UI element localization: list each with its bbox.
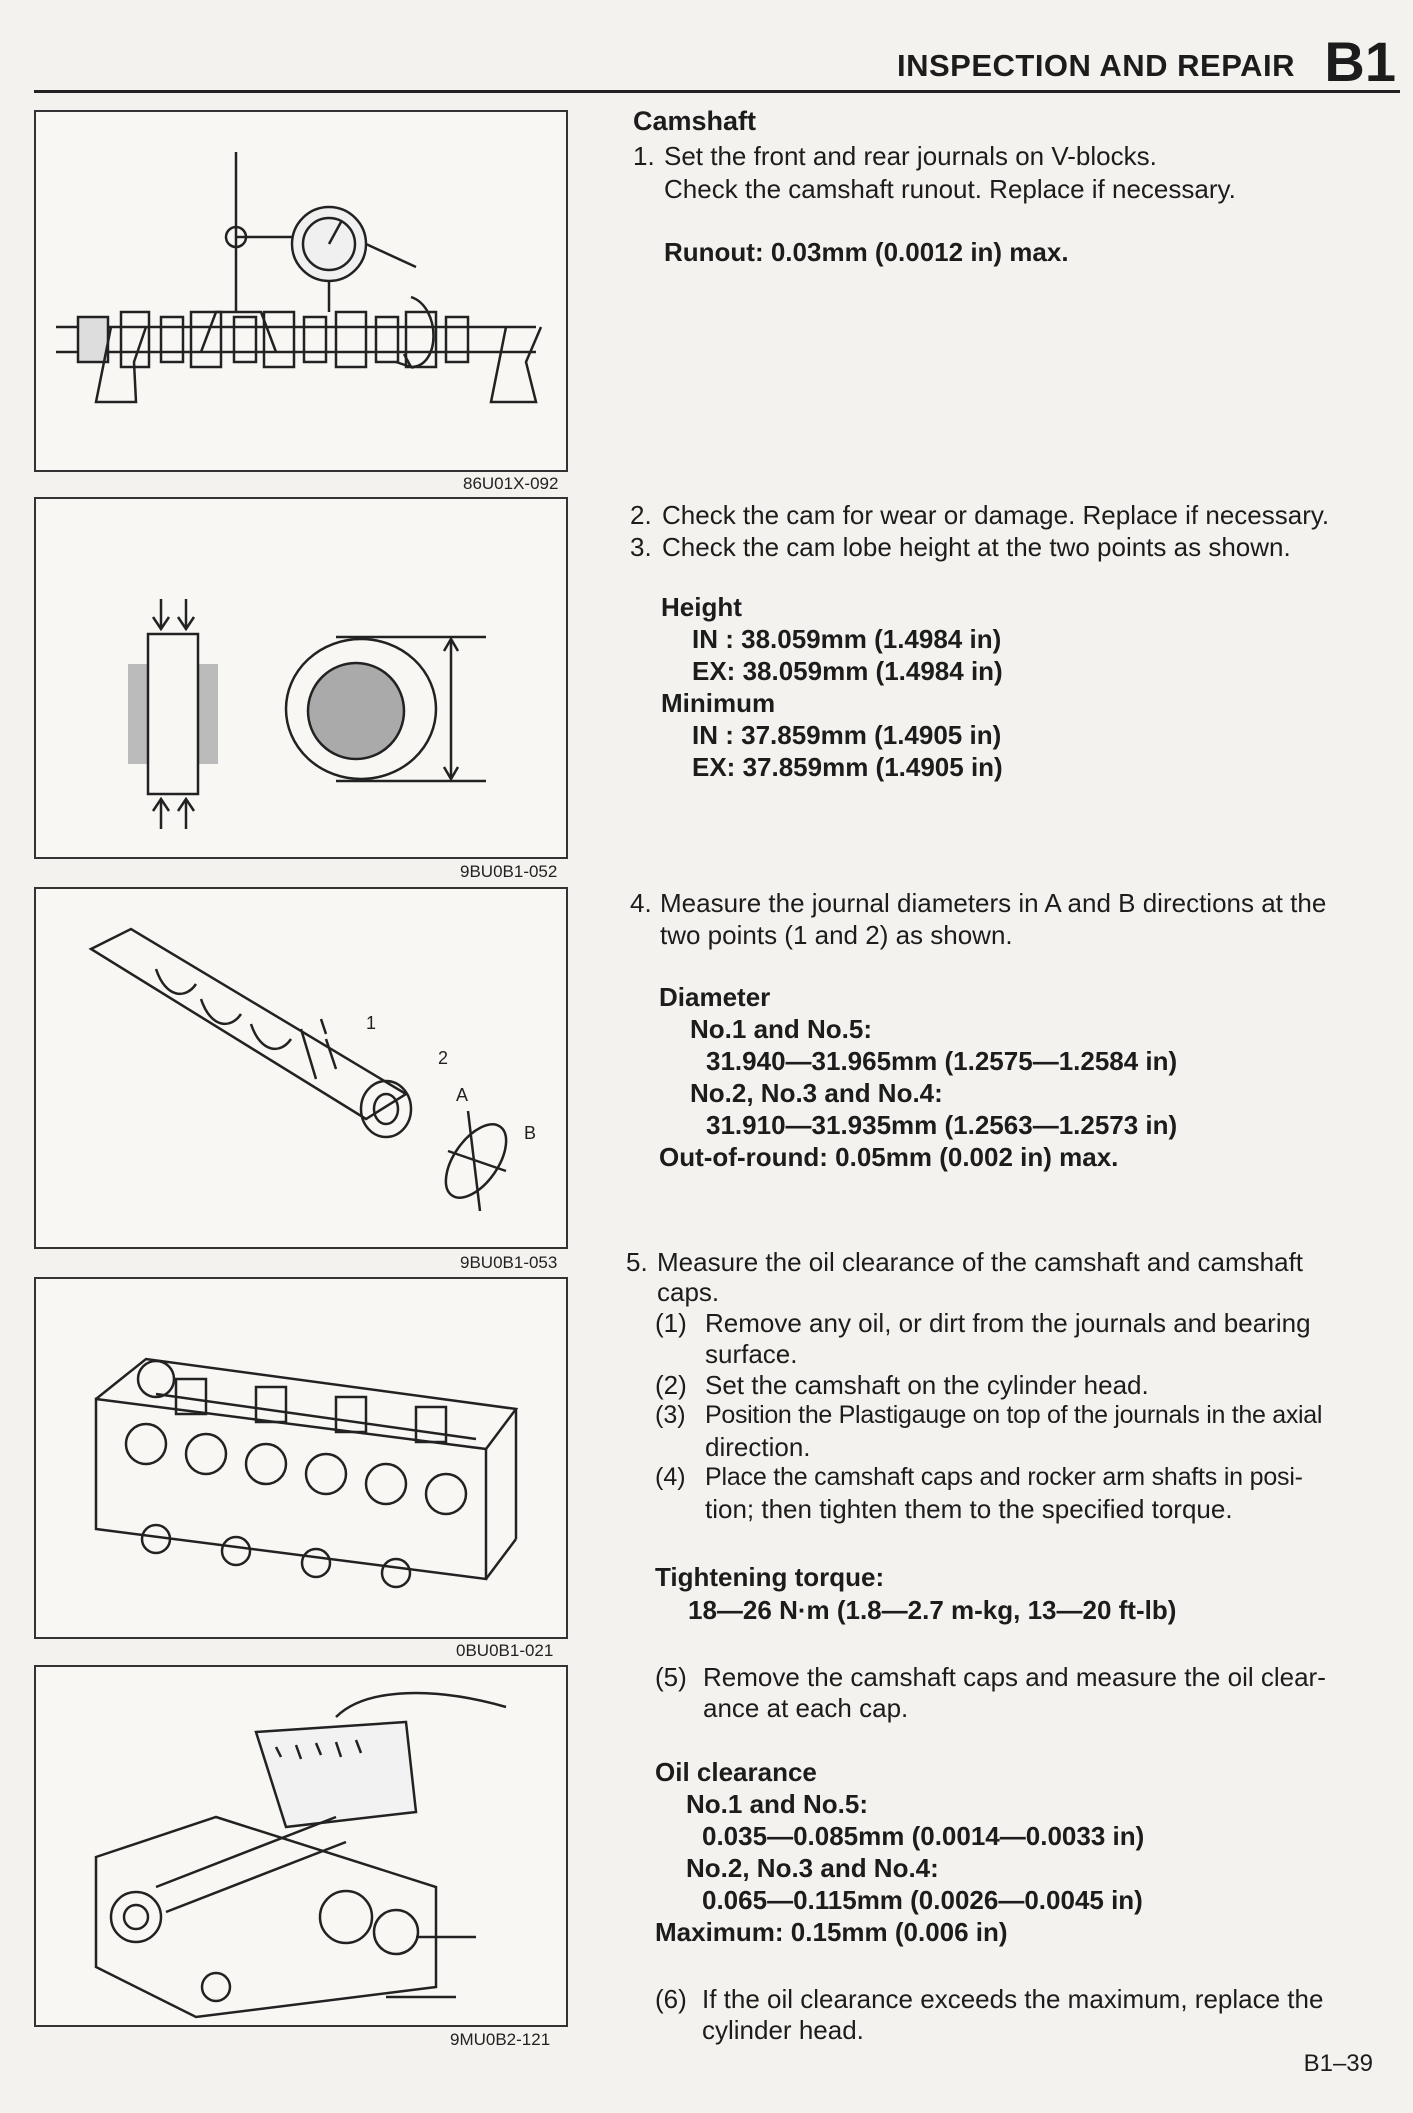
step-number: 3. xyxy=(630,532,652,562)
spec-value: EX: 38.059mm (1.4984 in) xyxy=(692,656,1003,686)
spec-value: 31.910—31.935mm (1.2563—1.2573 in) xyxy=(706,1110,1178,1140)
spec-value: 18—26 N·m (1.8—2.7 m-kg, 13—20 ft-lb) xyxy=(688,1595,1177,1625)
figure-code: 9MU0B2-121 xyxy=(450,2030,551,2049)
page-number: B1–39 xyxy=(1303,2050,1373,2077)
substep-number: (5) xyxy=(655,1662,687,1692)
spec-heading: Minimum xyxy=(661,688,776,718)
figure-camshaft-runout xyxy=(34,110,568,472)
step-text: Set the front and rear journals on V-blocks. xyxy=(664,141,1157,171)
step-text: Check the camshaft runout. Replace if necessary. xyxy=(664,174,1236,204)
spec-heading: Oil clearance xyxy=(655,1757,817,1787)
step-number: 1. xyxy=(633,141,655,171)
substep-text: Position the Plastigauge on top of the journals in the axial xyxy=(705,1401,1323,1429)
substep-text: direction. xyxy=(705,1432,811,1462)
figure-cylinder-head xyxy=(34,1277,568,1639)
step-text: Check the cam for wear or damage. Replace if necessary. xyxy=(662,500,1330,530)
spec-value: IN : 37.859mm (1.4905 in) xyxy=(692,720,1002,750)
step-number: 4. xyxy=(630,888,652,918)
spec-heading: Diameter xyxy=(659,982,771,1012)
header-title: INSPECTION AND REPAIR xyxy=(896,48,1295,83)
spec-heading: Tightening torque: xyxy=(655,1562,885,1592)
label-point-1: 1 xyxy=(366,1013,377,1033)
step-number: 2. xyxy=(630,500,652,530)
spec-label: No.1 and No.5: xyxy=(690,1014,873,1044)
figure-plastigauge-measurement xyxy=(34,1665,568,2027)
substep-text: Remove any oil, or dirt from the journals and bearing xyxy=(705,1308,1311,1338)
substep-text: If the oil clearance exceeds the maximum, replace the xyxy=(702,1984,1324,2014)
section-code: B1 xyxy=(1324,30,1396,93)
figure-journal-diameter xyxy=(34,887,568,1249)
label-direction-b: B xyxy=(524,1123,537,1143)
figure-code: 0BU0B1-021 xyxy=(456,1641,554,1660)
substep-text: Place the camshaft caps and rocker arm shafts in posi- xyxy=(705,1463,1303,1491)
spec-value: 0.065—0.115mm (0.0026—0.0045 in) xyxy=(702,1885,1143,1915)
spec-runout: Runout: 0.03mm (0.0012 in) max. xyxy=(664,237,1069,267)
substep-text: tion; then tighten them to the specified torque. xyxy=(705,1494,1233,1524)
spec-value: EX: 37.859mm (1.4905 in) xyxy=(692,752,1003,782)
substep-text: Set the camshaft on the cylinder head. xyxy=(705,1370,1149,1400)
substep-text: Remove the camshaft caps and measure the oil clear- xyxy=(703,1662,1326,1692)
step-text: two points (1 and 2) as shown. xyxy=(660,920,1013,950)
spec-value: Out-of-round: 0.05mm (0.002 in) max. xyxy=(659,1142,1119,1172)
substep-number: (2) xyxy=(655,1370,687,1400)
label-point-2: 2 xyxy=(438,1048,449,1068)
substep-number: (6) xyxy=(655,1984,687,2014)
figure-cam-lobe-height xyxy=(34,497,568,859)
step-text: Measure the journal diameters in A and B directions at the xyxy=(660,888,1327,918)
spec-label: No.2, No.3 and No.4: xyxy=(690,1078,943,1108)
journal-diameter-illustration xyxy=(36,889,566,1247)
spec-value: Maximum: 0.15mm (0.006 in) xyxy=(655,1917,1008,1947)
step-text: Measure the oil clearance of the camshaft and camshaft xyxy=(657,1247,1304,1277)
substep-number: (1) xyxy=(655,1308,687,1338)
step-text: caps. xyxy=(657,1277,720,1307)
spec-heading: Height xyxy=(661,592,742,622)
plastigauge-illustration xyxy=(36,1667,566,2025)
spec-label: No.1 and No.5: xyxy=(686,1789,869,1819)
cylinder-head-illustration xyxy=(36,1279,566,1637)
section-heading: Camshaft xyxy=(633,106,757,136)
camshaft-runout-illustration xyxy=(36,112,566,470)
substep-text: ance at each cap. xyxy=(703,1693,909,1723)
spec-value: 31.940—31.965mm (1.2575—1.2584 in) xyxy=(706,1046,1178,1076)
substep-number: (4) xyxy=(655,1463,686,1491)
spec-label: No.2, No.3 and No.4: xyxy=(686,1853,939,1883)
step-number: 5. xyxy=(626,1247,648,1277)
substep-number: (3) xyxy=(655,1401,686,1429)
substep-text: surface. xyxy=(705,1339,798,1369)
cam-lobe-illustration xyxy=(36,499,566,857)
figure-code: 86U01X-092 xyxy=(463,474,559,493)
spec-value: IN : 38.059mm (1.4984 in) xyxy=(692,624,1002,654)
figure-code: 9BU0B1-052 xyxy=(460,862,558,881)
label-direction-a: A xyxy=(456,1085,469,1105)
spec-value: 0.035—0.085mm (0.0014—0.0033 in) xyxy=(702,1821,1145,1851)
page-header xyxy=(34,28,1400,93)
step-text: Check the cam lobe height at the two points as shown. xyxy=(662,532,1291,562)
figure-code: 9BU0B1-053 xyxy=(460,1253,558,1272)
substep-text: cylinder head. xyxy=(702,2015,864,2045)
